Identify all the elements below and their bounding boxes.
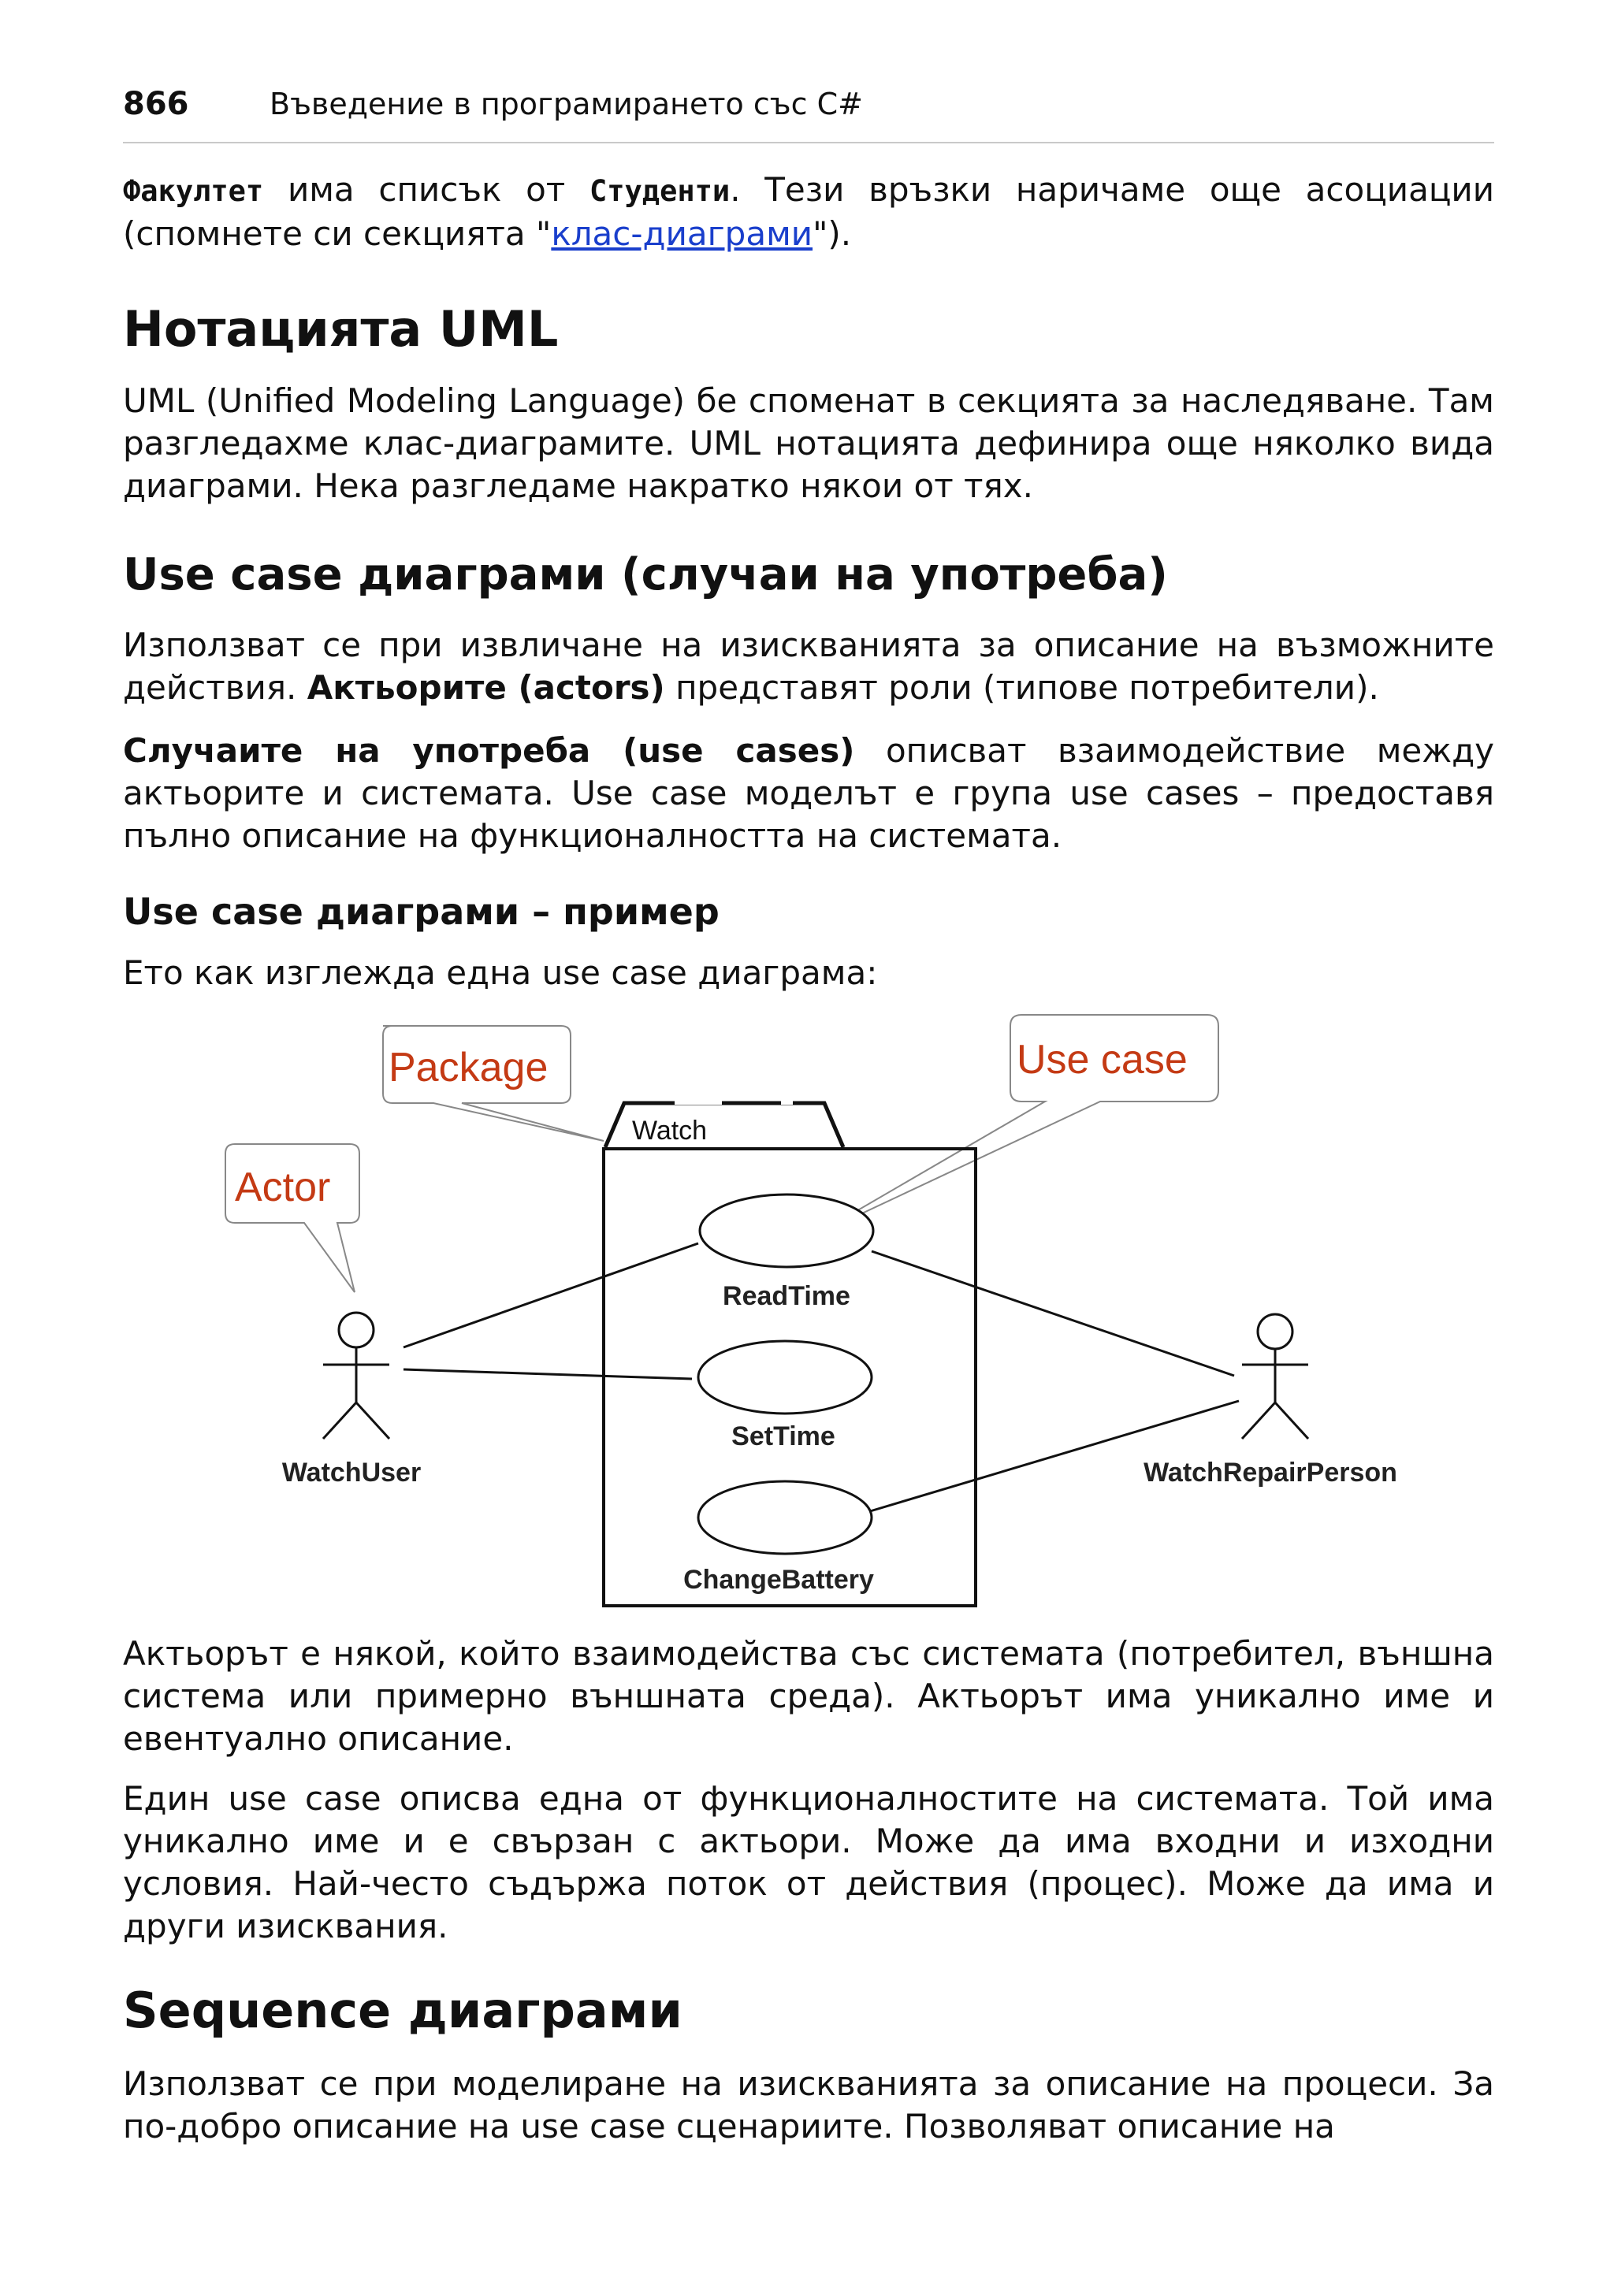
- package-callout-label: Package: [389, 1045, 549, 1090]
- watchuser-stick-figure: [323, 1313, 389, 1439]
- uml-paragraph: [123, 380, 1494, 507]
- usecase-title: Use case диаграми (случаи на употреба): [123, 549, 1168, 600]
- watchrepairperson-stick-figure: [1242, 1314, 1308, 1439]
- usecase-p1-text-c: представят роли (типове потребители).: [664, 668, 1379, 707]
- actor-paragraph: [123, 1633, 1494, 1760]
- usecase-p2-text-b: описват взаимодействие между актьорите и системата. Use case моделът е група use cases – предоставя пълно описание на функционалността на системата.: [123, 731, 1494, 855]
- sequence-section-heading: [123, 1979, 1494, 2042]
- usecase-description-paragraph: [123, 1778, 1494, 1948]
- class-diagrams-link[interactable]: клас-диаграми: [551, 214, 813, 253]
- sequence-paragraph: [123, 2063, 1494, 2148]
- page-header: [123, 82, 1494, 143]
- usecase-changebattery-label: ChangeBattery: [683, 1565, 874, 1595]
- code-students: Студенти: [589, 174, 731, 208]
- page-number: 866: [123, 86, 189, 122]
- assoc-watchuser-readtime: [404, 1243, 698, 1347]
- use-case-diagram-svg: [123, 1001, 1494, 1615]
- usecase-readtime-label: ReadTime: [723, 1281, 850, 1311]
- watchrepairperson-label: WatchRepairPerson: [1144, 1458, 1397, 1488]
- usecase-settime-ellipse: [698, 1341, 872, 1414]
- intro-text-3: ").: [813, 214, 852, 253]
- intro-text-1: има списък от: [263, 170, 589, 209]
- watchuser-label: WatchUser: [281, 1458, 422, 1488]
- example-intro-paragraph: [123, 952, 1494, 994]
- book-title: Въведение в програмирането със C#: [270, 87, 863, 121]
- code-faculty: Факултет: [123, 174, 264, 208]
- uml-section-heading: [123, 298, 1494, 361]
- intro-text-2: . Тези връзки наричаме още асоциации (спомнете си секцията ": [123, 170, 1495, 253]
- example-intro: Ето как изглежда една use case диаграма:: [123, 953, 878, 992]
- usecase-p1-text-a: Използват се при извличане на изискванията за описание на възможните действия.: [123, 626, 1494, 707]
- uml-title: Нотацията UML: [123, 300, 559, 358]
- intro-paragraph: [123, 169, 1494, 255]
- usecase-paragraph-2: [123, 730, 1494, 857]
- package-name: Watch: [632, 1116, 708, 1146]
- use-case-diagram: [123, 1001, 1494, 1615]
- assoc-watchuser-settime: [404, 1369, 692, 1379]
- actor-callout-label: Actor: [235, 1165, 331, 1210]
- sequence-title: Sequence диаграми: [123, 1982, 682, 2039]
- usecase-settime-label: SetTime: [731, 1421, 835, 1451]
- uml-text: UML (Unified Modeling Language) бе споменат в секцията за наследяване. Там разгледахме клас-диаграмите. UML нотацията дефинира още няколко вида диаграми. Нека разгледаме накратко някои от тях.: [123, 381, 1494, 505]
- actors-term: Актьорите (actors): [307, 668, 665, 707]
- usecase-section-heading: [123, 547, 1494, 604]
- usecase-changebattery-ellipse: [698, 1481, 872, 1554]
- use-cases-term: Случаите на употреба (use cases): [123, 731, 855, 770]
- sequence-text: Използват се при моделиране на изискванията за описание на процеси. За по-добро описание на use case сценариите. Позволяват описание на: [123, 2064, 1494, 2146]
- assoc-repair-readtime: [872, 1251, 1234, 1376]
- usecase-readtime-ellipse: [700, 1194, 873, 1267]
- assoc-repair-changebattery: [870, 1401, 1239, 1511]
- usecase-description-text: Един use case описва една от функционалностите на системата. Той има уникално име и е свързан с актьори. Може да има входни и изходни условия. Най-често съдържа поток от действия (процес). Може да има и други изисквания.: [123, 1779, 1494, 1945]
- example-title: Use case диаграми – пример: [123, 890, 720, 933]
- example-heading: [123, 887, 1494, 936]
- actor-text: Актьорът е някой, който взаимодейства със системата (потребител, външна система или примерно външната среда). Актьорът има уникално име и евентуално описание.: [123, 1634, 1494, 1758]
- usecase-callout-label: Use case: [1017, 1037, 1188, 1083]
- usecase-paragraph-1: [123, 624, 1494, 709]
